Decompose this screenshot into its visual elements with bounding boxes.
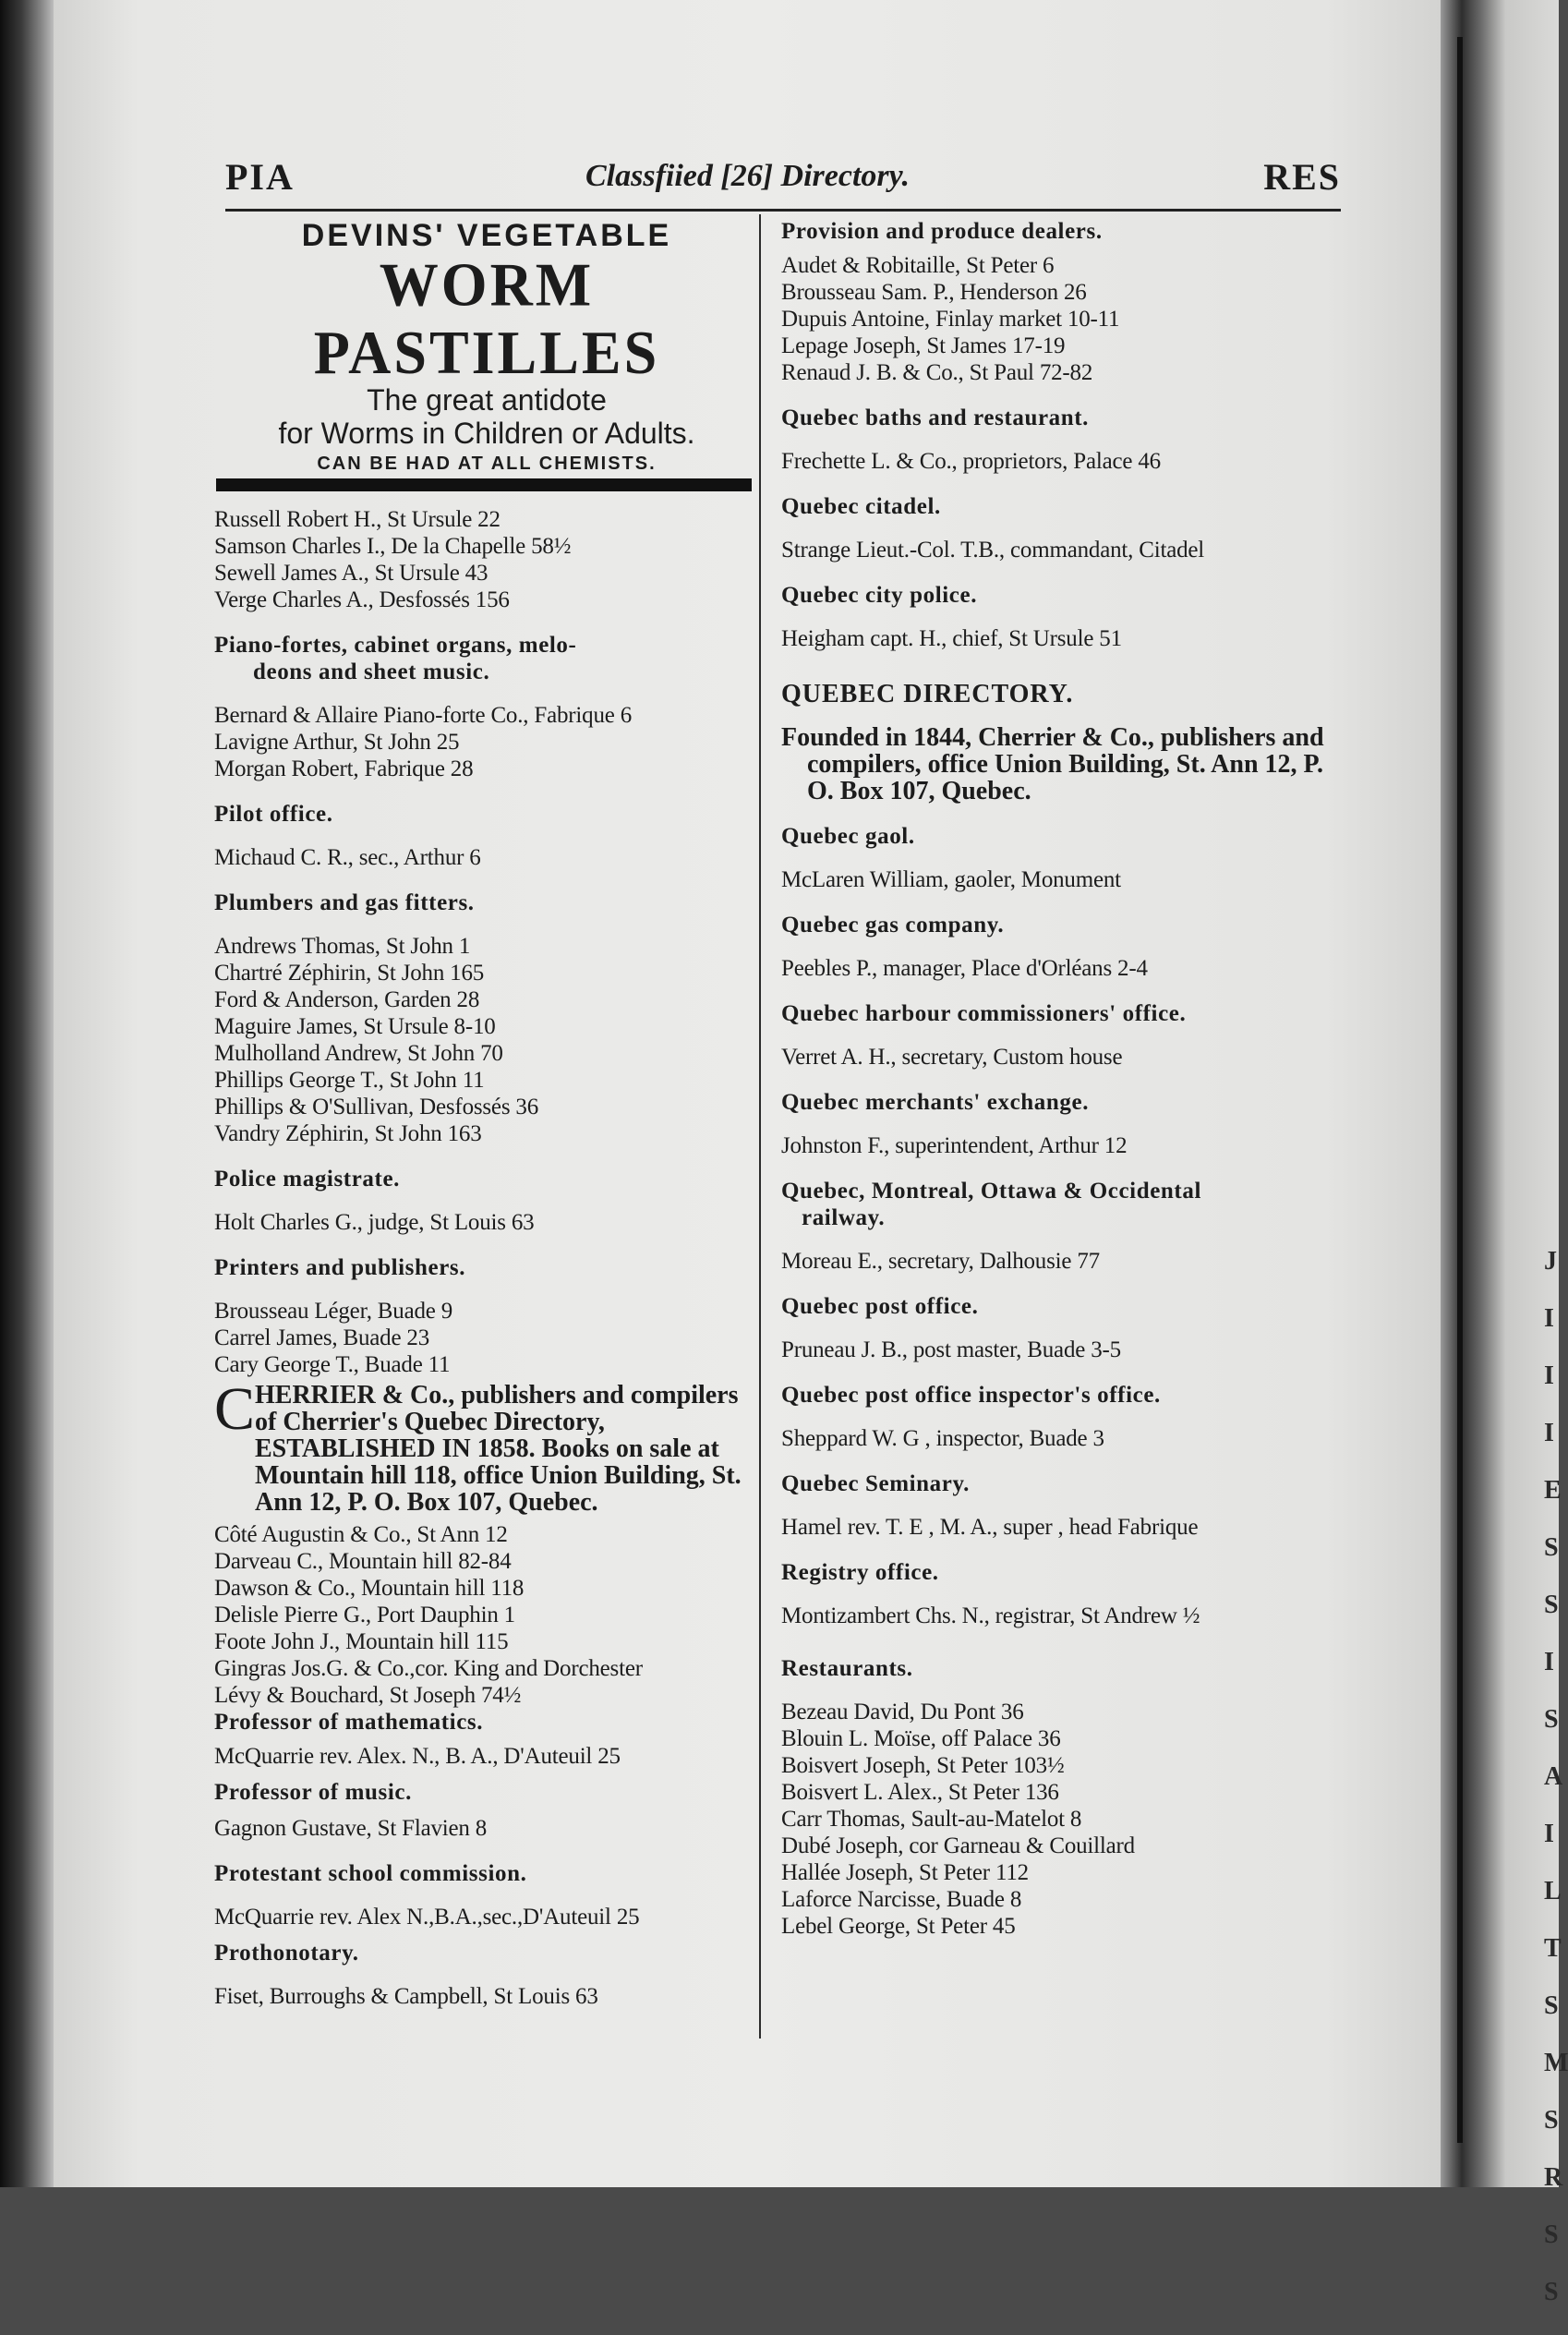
directory-entry: Brousseau Sam. P., Henderson 26 [781, 280, 1087, 305]
facing-page-letter: S [1544, 2278, 1559, 2306]
directory-entry: Foote John J., Mountain hill 115 [214, 1629, 509, 1654]
facing-page-fragments [1544, 1247, 1568, 2335]
directory-entry: Montizambert Chs. N., registrar, St Andrew ½ [781, 1603, 1200, 1628]
entry-list [214, 1743, 759, 1770]
header-rule [225, 209, 1341, 212]
directory-entry: Cary George T., Buade 11 [214, 1352, 451, 1377]
heading-post-inspector: Quebec post office inspector's office. [781, 1383, 1161, 1408]
heading-piano-2: deons and sheet music. [253, 659, 490, 684]
directory-entry: Côté Augustin & Co., St Ann 12 [214, 1522, 508, 1547]
entry-list [781, 252, 1335, 386]
directory-entry: Andrews Thomas, St John 1 [214, 934, 471, 959]
directory-entry: Moreau E., secretary, Dalhousie 77 [781, 1249, 1100, 1274]
facing-page-letter: A [1544, 1762, 1563, 1791]
ad-line-1: DEVINS' VEGETABLE [301, 218, 672, 253]
directory-entry: Boisvert L. Alex., St Peter 136 [781, 1780, 1059, 1805]
directory-entry: Lévy & Bouchard, St Joseph 74½ [214, 1683, 522, 1708]
left-column [214, 212, 759, 2010]
heading-police-magistrate: Police magistrate. [214, 1167, 400, 1192]
entry-list [781, 1248, 1335, 1275]
worm-pastilles-advertisement [214, 218, 759, 491]
entry-list [214, 1521, 759, 1709]
facing-page-letter: R [1544, 2163, 1563, 2192]
facing-page-letter: S [1544, 2106, 1559, 2135]
directory-entry: Peebles P., manager, Place d'Orléans 2-4 [781, 956, 1148, 981]
heading-quebec-seminary: Quebec Seminary. [781, 1471, 971, 1496]
heading-plumbers: Plumbers and gas fitters. [214, 890, 475, 915]
directory-entry: Verret A. H., secretary, Custom house [781, 1045, 1123, 1070]
ad-line-3: The great antidote [367, 383, 607, 417]
entry-list [781, 448, 1335, 475]
directory-entry: Darveau C., Mountain hill 82-84 [214, 1549, 512, 1574]
heading-post-office: Quebec post office. [781, 1294, 979, 1319]
directory-entry: Heigham capt. H., chief, St Ursule 51 [781, 626, 1122, 651]
ad-line-2: WORM PASTILLES [313, 249, 660, 387]
entry-list [214, 844, 759, 871]
quebec-directory-text: Founded in 1844, Cherrier & Co., publishers and compilers, office Union Building, St. Ann 12, P. O. Box 107, Quebec. [781, 723, 1324, 805]
ad-line-5: CAN BE HAD AT ALL CHEMISTS. [317, 454, 657, 474]
directory-entry: Phillips & O'Sullivan, Desfossés 36 [214, 1095, 538, 1119]
header-right-guide: RES [1263, 156, 1341, 198]
heading-professor-music: Professor of music. [214, 1780, 412, 1805]
facing-page-letter: E [1544, 1476, 1562, 1505]
entry-list [214, 1815, 759, 1842]
facing-page-letter: S [1544, 1991, 1559, 2020]
heading-quebec-citadel: Quebec citadel. [781, 494, 941, 519]
entry-list [781, 537, 1335, 563]
entry-list [214, 933, 759, 1147]
entry-list [214, 1298, 759, 1378]
entry-list [781, 1699, 1335, 1940]
entry-list [781, 1337, 1335, 1363]
directory-entry: Mulholland Andrew, St John 70 [214, 1041, 503, 1066]
heading-restaurants: Restaurants. [781, 1656, 913, 1681]
directory-entry: Hamel rev. T. E , M. A., super , head Fabrique [781, 1515, 1199, 1540]
directory-entry: Dupuis Antoine, Finlay market 10-11 [781, 307, 1120, 332]
directory-entry: McQuarrie rev. Alex N.,B.A.,sec.,D'Auteuil 25 [214, 1905, 640, 1930]
directory-entry: Blouin L. Moïse, off Palace 36 [781, 1726, 1061, 1751]
heading-pilot: Pilot office. [214, 802, 333, 827]
cherrier-advert-entry [214, 1375, 759, 1517]
directory-entry: Boisvert Joseph, St Peter 103½ [781, 1753, 1065, 1778]
directory-entry: Carr Thomas, Sault-au-Matelot 8 [781, 1807, 1082, 1832]
directory-entry: McQuarrie rev. Alex. N., B. A., D'Auteuil 25 [214, 1744, 621, 1769]
directory-entry: Brousseau Léger, Buade 9 [214, 1299, 453, 1324]
book-gutter [0, 0, 54, 2187]
directory-entry: Bezeau David, Du Pont 36 [781, 1700, 1024, 1724]
directory-entry: Vandry Zéphirin, St John 163 [214, 1121, 482, 1146]
directory-entry: Sewell James A., St Ursule 43 [214, 561, 488, 586]
facing-page-letter: T [1544, 1934, 1562, 1963]
directory-entry: Samson Charles I., De la Chapelle 58½ [214, 534, 572, 559]
entry-list [781, 1044, 1335, 1071]
header-left-guide: PIA [225, 156, 295, 198]
binding-line [1457, 37, 1463, 2143]
heading-piano-1: Piano-fortes, cabinet organs, melo- [214, 633, 577, 658]
heading-provision-dealers: Provision and produce dealers. [781, 219, 1103, 244]
column-divider [759, 214, 761, 2039]
heading-quebec-city-police: Quebec city police. [781, 583, 978, 608]
entry-list [781, 1603, 1335, 1629]
facing-page-letter: S [1544, 1591, 1559, 1619]
facing-page-letter: M [1544, 2049, 1568, 2077]
entry-list [781, 955, 1335, 982]
facing-page-letter: I [1544, 1304, 1554, 1333]
directory-entry: Ford & Anderson, Garden 28 [214, 987, 480, 1012]
directory-entry: Holt Charles G., judge, St Louis 63 [214, 1210, 535, 1235]
heading-railway-1: Quebec, Montreal, Ottawa & Occidental [781, 1179, 1201, 1204]
entry-list [781, 1132, 1335, 1159]
directory-entry: Dawson & Co., Mountain hill 118 [214, 1576, 525, 1601]
directory-entry: Pruneau J. B., post master, Buade 3-5 [781, 1337, 1121, 1362]
directory-entry: Strange Lieut.-Col. T.B., commandant, Citadel [781, 538, 1205, 563]
directory-entry: Michaud C. R., sec., Arthur 6 [214, 845, 481, 870]
facing-page-letter: I [1544, 1419, 1554, 1447]
directory-entry: Hallée Joseph, St Peter 112 [781, 1860, 1029, 1885]
heading-quebec-gas: Quebec gas company. [781, 913, 1005, 938]
heading-harbour-commissioners: Quebec harbour commissioners' office. [781, 1001, 1187, 1026]
directory-entry: Lepage Joseph, St James 17-19 [781, 333, 1066, 358]
heading-professor-mathematics: Professor of mathematics. [214, 1710, 484, 1735]
directory-entry: Laforce Narcisse, Buade 8 [781, 1887, 1022, 1912]
page-header [225, 155, 1341, 198]
entry-list [781, 1425, 1335, 1452]
entry-list [214, 1904, 759, 1930]
directory-entry: Dubé Joseph, cor Garneau & Couillard [781, 1833, 1135, 1858]
right-column [781, 212, 1335, 1940]
directory-entry: Fiset, Burroughs & Campbell, St Louis 63 [214, 1984, 598, 2009]
directory-entry: Renaud J. B. & Co., St Paul 72-82 [781, 360, 1093, 385]
cherrier-advert-text: HERRIER & Co., publishers and compilers of Cherrier's Quebec Directory, ESTABLISHED IN 1858. Books on sale at Mountain hill 118, office Union Building, St. Ann 12, P. O. Box 107, Quebec. [255, 1381, 742, 1517]
heading-prothonotary: Prothonotary. [214, 1941, 359, 1966]
directory-entry: Russell Robert H., St Ursule 22 [214, 507, 501, 532]
entry-list [214, 506, 759, 613]
directory-entry: Maguire James, St Ursule 8-10 [214, 1014, 496, 1039]
facing-page-letter: I [1544, 1820, 1554, 1848]
heading-printers: Printers and publishers. [214, 1255, 466, 1280]
ad-bar [216, 478, 752, 491]
directory-entry: Morgan Robert, Fabrique 28 [214, 756, 474, 781]
directory-entry: Gingras Jos.G. & Co.,cor. King and Dorchester [214, 1656, 643, 1681]
directory-entry: McLaren William, gaoler, Monument [781, 867, 1121, 892]
facing-page-letter: L [1544, 1877, 1562, 1906]
directory-entry: Audet & Robitaille, St Peter 6 [781, 253, 1055, 278]
heading-quebec-baths: Quebec baths and restaurant. [781, 405, 1090, 430]
entry-list [781, 866, 1335, 893]
directory-entry: Bernard & Allaire Piano-forte Co., Fabrique 6 [214, 703, 632, 728]
directory-entry: Carrel James, Buade 23 [214, 1325, 430, 1350]
directory-entry: Lebel George, St Peter 45 [781, 1914, 1016, 1939]
drop-cap: C [214, 1375, 256, 1443]
directory-entry: Delisle Pierre G., Port Dauphin 1 [214, 1603, 515, 1627]
directory-entry: Sheppard W. G , inspector, Buade 3 [781, 1426, 1104, 1451]
heading-quebec-gaol: Quebec gaol. [781, 824, 915, 849]
quebec-directory-title: QUEBEC DIRECTORY. [781, 680, 1074, 708]
directory-entry: Verge Charles A., Desfossés 156 [214, 587, 510, 612]
directory-entry: Phillips George T., St John 11 [214, 1068, 485, 1093]
directory-entry: Gagnon Gustave, St Flavien 8 [214, 1816, 488, 1841]
entry-list [214, 1983, 759, 2010]
heading-merchants-exchange: Quebec merchants' exchange. [781, 1090, 1090, 1115]
facing-page-letter: I [1544, 1361, 1554, 1390]
entry-list [781, 625, 1335, 652]
facing-page-letter: S [1544, 1705, 1559, 1734]
heading-registry-office: Registry office. [781, 1560, 939, 1585]
entry-list [214, 702, 759, 782]
heading-protestant-school: Protestant school commission. [214, 1861, 527, 1886]
header-title: Classfiied [26] Directory. [585, 159, 910, 193]
ad-line-4: for Worms in Children or Adults. [278, 417, 695, 450]
facing-page-letter: S [1544, 2220, 1559, 2249]
heading-railway-2: railway. [802, 1205, 886, 1230]
facing-page-letter: J [1544, 1247, 1557, 1276]
facing-page-letter: I [1544, 1648, 1554, 1676]
directory-entry: Frechette L. & Co., proprietors, Palace 46 [781, 449, 1161, 474]
entry-list [214, 1209, 759, 1236]
directory-entry: Johnston F., superintendent, Arthur 12 [781, 1133, 1128, 1158]
facing-page-letter: S [1544, 1533, 1559, 1562]
directory-entry: Chartré Zéphirin, St John 165 [214, 961, 485, 986]
entry-list [781, 1514, 1335, 1541]
directory-entry: Lavigne Arthur, St John 25 [214, 730, 460, 755]
